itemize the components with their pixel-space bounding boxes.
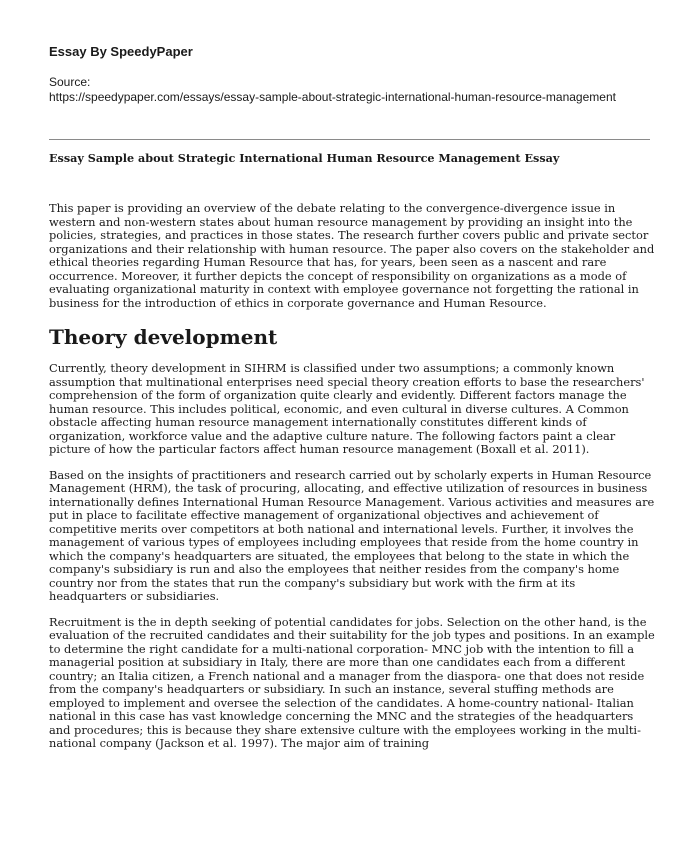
body-paragraph: Based on the insights of practitioners and research carried out by scholarly experts in Human Resource Management (HRM), the task of procuring, allocating, and effective utilization of resources in business internationally defines International Human Resource Management. Various activities and measures are put in place to facilitate effective management of organizational objectives and achievement of competitive merits over competitors at both national and international levels. Further, it involves the management of various types of employees including employees that reside from the home country in which the company's headquarters are situated, the employees that belong to the state in which the company's subsidiary is run and also the employees that neither resides from the company's home country nor from the states that run the company's subsidiary but work with the firm at its headquarters or subsidiaries. [49, 467, 655, 603]
section-heading: Theory development [49, 325, 278, 349]
header-divider [49, 139, 650, 140]
body-paragraph: Recruitment is the in depth seeking of potential candidates for jobs. Selection on the other hand, is the evaluation of the recruited candidates and their suitability for the job types and positions. In an example to determine the right candidate for a multi-national corporation- MNC job with the intention to fill a managerial position at subsidiary in Italy, there are more than one candidates each from a different country; an Italia citizen, a French national and a manager from the diaspora- one that does not reside from the company's headquarters or subsidiary. In such an instance, several stuffing methods are employed to implement and oversee the selection of the candidates. A home-country national- Italian national in this case has vast knowledge concerning the MNC and the strategies of the headquarters and procedures; this is because they share extensive culture with the employees working in the multi-national company (Jackson et al. 1997). The major aim of training [49, 614, 655, 750]
source-label: Source: [49, 75, 91, 89]
site-title: Essay By SpeedyPaper [49, 44, 193, 59]
source-block [49, 75, 659, 105]
body-paragraph: Currently, theory development in SIHRM is classified under two assumptions; a commonly known assumption that multinational enterprises need special theory creation efforts to base the researchers' comprehension of the form of organization quite clearly and evidently. Different factors manage the human resource. This includes political, economic, and even cultural in diverse cultures. A Common obstacle affecting human resource management internationally constitutes different kinds of organization, workforce value and the adaptive culture nature. The following factors paint a clear picture of how the particular factors affect human resource management (Boxall et al. 2011). [49, 361, 645, 456]
intro-paragraph: This paper is providing an overview of the debate relating to the convergence-divergence issue in western and non-western states about human resource management by providing an insight into the policies, strategies, and practices in those states. The research further covers public and private sector organizations and their relationship with human resource. The paper also covers on the stakeholder and ethical theories regarding Human Resource that has, for years, been seen as a nascent and rare occurrence. Moreover, it further depicts the concept of responsibility on organizations as a mode of evaluating organizational maturity in context with employee governance not forgetting the rational in business for the introduction of ethics in corporate governance and Human Resource. [49, 201, 655, 310]
document-header [49, 44, 659, 105]
document-title: Essay Sample about Strategic International Human Resource Management Essay [49, 151, 560, 165]
document-body [49, 202, 655, 751]
source-link[interactable]: https://speedypaper.com/essays/essay-sample-about-strategic-international-human-resource-management [49, 90, 616, 104]
